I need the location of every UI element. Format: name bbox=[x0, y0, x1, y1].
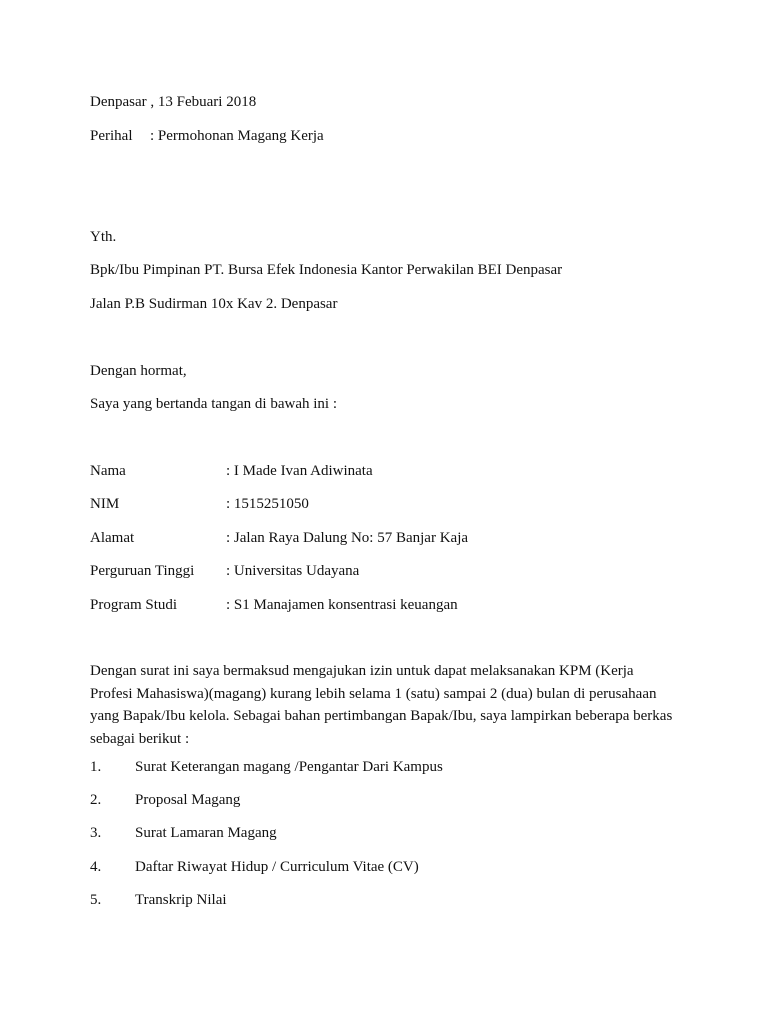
list-item-number: 3. bbox=[90, 825, 102, 841]
identity-value-nim: : 1515251050 bbox=[226, 496, 309, 512]
identity-label-university: Perguruan Tinggi bbox=[90, 563, 195, 579]
identity-label-nim: NIM bbox=[90, 496, 120, 512]
list-item-number: 4. bbox=[90, 859, 102, 875]
body-line: yang Bapak/Ibu kelola. Sebagai bahan pertimbangan Bapak/Ibu, saya lampirkan beberapa berkas bbox=[90, 708, 673, 724]
list-item-number: 5. bbox=[90, 892, 102, 908]
body-line: Dengan surat ini saya bermaksud mengajukan izin untuk dapat melaksanakan KPM (Kerja bbox=[90, 663, 634, 679]
identity-label-address: Alamat bbox=[90, 530, 135, 546]
list-item-number: 1. bbox=[90, 759, 102, 775]
place-date: Denpasar , 13 Febuari 2018 bbox=[90, 94, 257, 110]
body-paragraph bbox=[90, 660, 690, 750]
body-line: Profesi Mahasiswa)(magang) kurang lebih selama 1 (satu) sampai 2 (dua) bulan di perusahaan bbox=[90, 685, 657, 702]
identity-value-name: : I Made Ivan Adiwinata bbox=[226, 463, 373, 479]
list-item-text: Surat Keterangan magang /Pengantar Dari Kampus bbox=[135, 759, 443, 775]
recipient-address: Jalan P.B Sudirman 10x Kav 2. Denpasar bbox=[90, 296, 338, 312]
identity-value-program: : S1 Manajamen konsentrasi keuangan bbox=[226, 597, 458, 613]
subject-value: : Permohonan Magang Kerja bbox=[150, 128, 324, 144]
identity-label-name: Nama bbox=[90, 463, 126, 479]
list-item-text: Daftar Riwayat Hidup / Curriculum Vitae (CV) bbox=[135, 859, 419, 875]
list-item-text: Transkrip Nilai bbox=[135, 892, 227, 908]
list-item-text: Surat Lamaran Magang bbox=[135, 825, 277, 841]
identity-value-address: : Jalan Raya Dalung No: 57 Banjar Kaja bbox=[226, 530, 469, 546]
recipient-salutation: Yth. bbox=[90, 229, 117, 245]
recipient-name: Bpk/Ibu Pimpinan PT. Bursa Efek Indonesia Kantor Perwakilan BEI Denpasar bbox=[90, 262, 563, 278]
subject-label: Perihal bbox=[90, 128, 133, 144]
identity-label-program: Program Studi bbox=[90, 597, 178, 613]
list-item-text: Proposal Magang bbox=[135, 792, 241, 808]
body-line: sebagai berikut : bbox=[90, 730, 190, 747]
greeting: Dengan hormat, bbox=[90, 363, 187, 379]
intro-text: Saya yang bertanda tangan di bawah ini : bbox=[90, 396, 338, 412]
list-item-number: 2. bbox=[90, 792, 102, 808]
identity-value-university: : Universitas Udayana bbox=[226, 563, 360, 579]
